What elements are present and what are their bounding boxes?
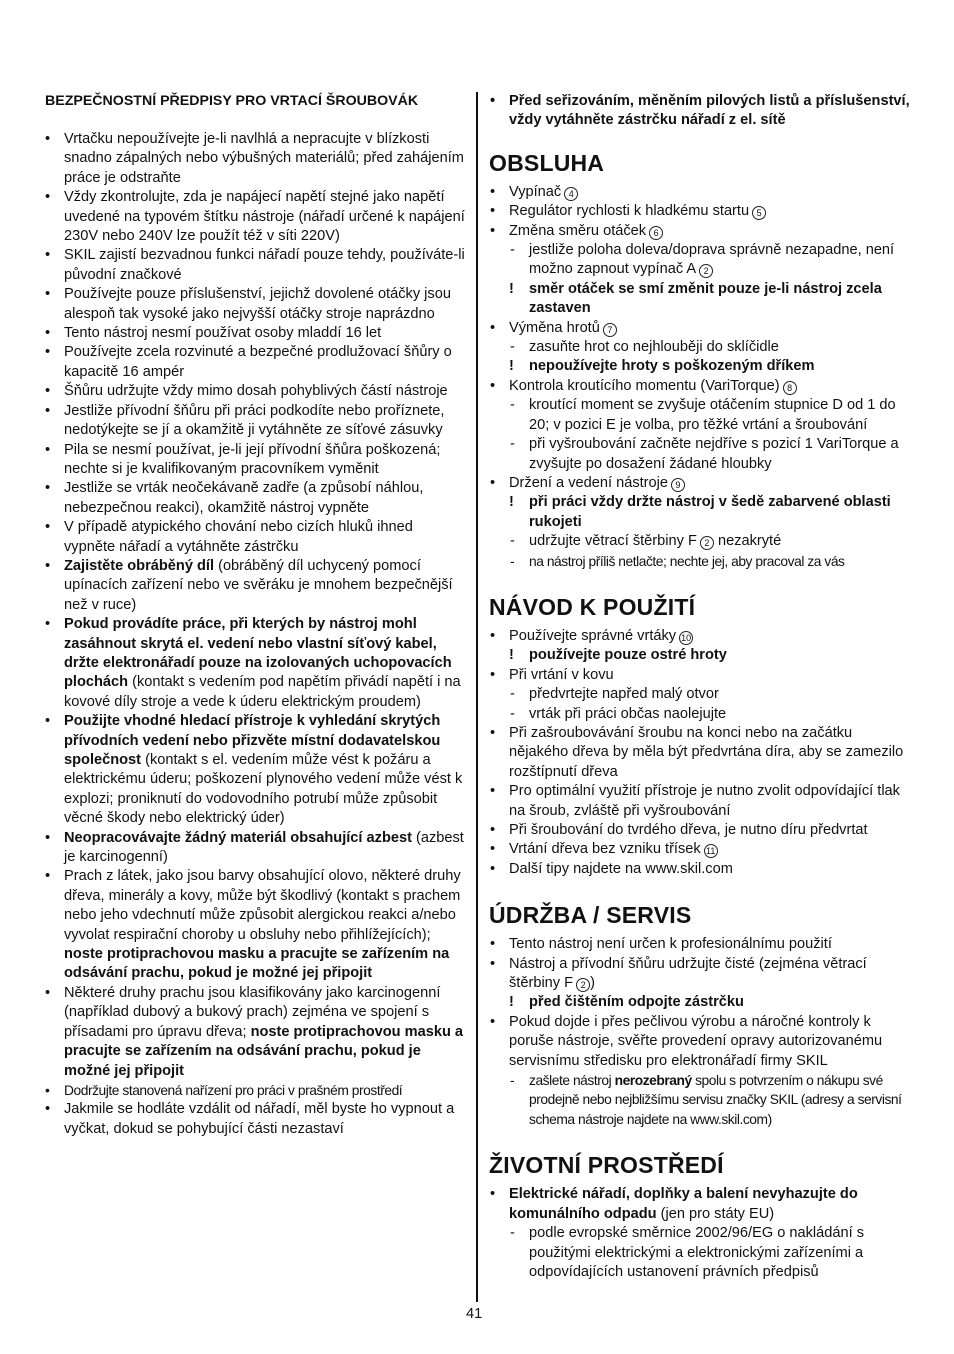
safety-item: [44, 324, 468, 343]
item-text: (azbest je karcinogenní): [64, 829, 464, 866]
list-item: [489, 222, 914, 241]
list-item: [489, 955, 914, 994]
item-text: Vždy zkontrolujte, zda je napájecí napětí stejné jako napětí uvedené na typovém štítku nástroje (nářadí určené k napájení 230V nebo 240V lze použít též v síti 220V): [64, 189, 465, 245]
safety-item: [44, 1100, 468, 1139]
item-text: před čištěním odpojte zástrčku: [529, 994, 744, 1011]
figure-ref-number: 5: [752, 206, 766, 220]
item-text: na nástroj příliš netlačte; nechte jej, aby pracoval za vás: [529, 553, 845, 569]
safety-item: [44, 518, 468, 557]
figure-ref-number: 4: [564, 187, 578, 201]
item-text: V případě atypického chování nebo cizích hluků ihned vypněte nářadí a vytáhněte zástrčku: [64, 519, 413, 555]
safety-item: [44, 343, 468, 382]
sub-item: [489, 1071, 914, 1129]
item-text: ): [590, 975, 595, 992]
safety-item: [44, 402, 468, 441]
item-text: Nástroj a přívodní šňůru udržujte čisté (zejména větrací štěrbiny F: [509, 955, 867, 992]
sub-item: [489, 532, 914, 551]
item-text: při vyšroubování začněte nejdříve s pozicí 1 VariTorque a zvyšujte po dosažení žádané hloubky: [529, 436, 899, 472]
item-text: předvrtejte napřed malý otvor: [529, 686, 719, 703]
warning-item: [489, 993, 914, 1012]
item-text: Držení a vedení nástroje: [509, 474, 668, 491]
item-text: Jakmile se hodláte vzdálit od nářadí, měl byste ho vypnout a vyčkat, dokud se pohybující části nezastaví: [64, 1101, 455, 1137]
list-item: [489, 202, 914, 221]
warning-item: [489, 280, 914, 319]
column-divider: [476, 92, 478, 1302]
list-item: [489, 821, 914, 840]
safety-list: [44, 130, 468, 1139]
section-heading: OBSLUHA: [489, 149, 605, 176]
safety-item: [44, 479, 468, 518]
section-heading: ŽIVOTNÍ PROSTŘEDÍ: [489, 1152, 724, 1179]
item-text: Některé druhy prachu jsou klasifikovány jako karcinogenní (například dubový a bukový prach) zejména ve spojení s přísadami pro úpravu dřeva;: [64, 984, 441, 1040]
section-list: [489, 627, 914, 879]
sub-item: [489, 685, 914, 704]
item-text: Kontrola kroutícího momentu (VariTorque): [509, 377, 780, 394]
item-text: zasuňte hrot co nejhlouběji do sklíčidle: [529, 339, 779, 356]
item-text: používejte pouze ostré hroty: [529, 647, 727, 664]
figure-ref-number: 9: [671, 478, 685, 492]
page-number: 41: [466, 1306, 483, 1322]
item-text: Tento nástroj není určen k profesionálnímu použití: [509, 936, 832, 953]
list-item: [489, 474, 914, 493]
item-text: Prach z látek, jako jsou barvy obsahující olovo, některé druhy dřeva, minerály a kovy, může být škodlivý (kontakt s prachem nebo jeho vdechnutí může způsobit alergickou reakci a/nebo vyvolat respirační choroby u obsluhy nebo přihlížejících);: [64, 868, 461, 943]
item-text: kroutící moment se zvyšuje otáčením stupnice D od 1 do 20; v pozici E je volba, pro těžké vrtání a šroubování: [529, 397, 896, 433]
item-text: Používejte správné vrtáky: [509, 627, 677, 644]
left-column: [44, 92, 468, 1139]
item-text: Při zašroubovávání šroubu na konci nebo na začátku nějakého dřeva by měla být předvrtána díra, aby se zamezilo rozštípnutí dřeva: [509, 724, 904, 780]
warning-item: [489, 646, 914, 665]
item-text: Šňůru udržujte vždy mimo dosah pohyblivých částí nástroje: [64, 383, 448, 400]
item-text: Pila se nesmí používat, je-li její přívodní šňůra poškozená; nechte si je kvalifikovaným pracovníkem vyměnit: [64, 441, 441, 477]
list-item: [489, 627, 914, 646]
figure-ref-number: 8: [783, 381, 797, 395]
section-heading: ÚDRŽBA / SERVIS: [489, 902, 692, 929]
item-text: udržujte větrací štěrbiny F: [529, 533, 697, 550]
section-heading: NÁVOD K POUŽITÍ: [489, 593, 696, 620]
item-bold-text: Použijte vhodné hledací přístroje k vyhledání skrytých přívodních vedení nebo přizvěte místní dodavatelskou společnost: [64, 713, 441, 768]
list-item: [489, 860, 914, 879]
item-text: spolu s potvrzením o nákupu své prodejně nebo nejbližšímu servisu značky SKIL (adresy a servisní schema nástroje najdete na www.skil.com): [529, 1073, 902, 1127]
item-text: Regulátor rychlosti k hladkému startu: [509, 203, 750, 220]
item-bold-text: noste protiprachovou masku a pracujte se zařízením na odsávání prachu, pokud je možné jej připojit: [64, 1023, 464, 1079]
item-text: jestliže poloha doleva/doprava správně nezapadne, není možno zapnout vypínač A: [529, 242, 895, 278]
list-item: [489, 935, 914, 954]
item-text: Pro optimální využití přístroje je nutno zvolit odpovídající tlak na šroub, zvláště při vyšroubování: [509, 783, 900, 819]
safety-item: [44, 246, 468, 285]
list-item: [489, 183, 914, 202]
item-text: Další tipy najdete na www.skil.com: [509, 860, 733, 877]
item-text: vrták při práci občas naolejujte: [529, 705, 727, 722]
sub-item: [489, 241, 914, 280]
safety-item: [44, 984, 468, 1081]
item-text: Změna směru otáček: [509, 222, 647, 239]
item-bold-text: Elektrické nářadí, doplňky a balení nevyhazujte do komunálního odpadu: [509, 1186, 858, 1222]
item-text: Jestliže se vrták neočekávaně zadře (a způsobí náhlou, nebezpečnou reakci), okamžitě nástroj vypněte: [64, 480, 424, 516]
item-text: SKIL zajistí bezvadnou funkci nářadí pouze tehdy, používáte-li původní značkové: [64, 247, 465, 283]
sub-item: [489, 396, 914, 435]
unplug-warning: • Před seřizováním, měněním pilových listů a příslušenství, vždy vytáhněte zástrčku nářadí z el. sítě: [489, 92, 914, 131]
sub-item: [489, 552, 914, 571]
item-text: Používejte pouze příslušenství, jejichž dovolené otáčky jsou alespoň tak vysoké jako nejvyšší otáčky stroje naprázdno: [64, 286, 451, 322]
item-bold-text: nerozebraný: [614, 1073, 692, 1089]
safety-item: [44, 1081, 468, 1100]
figure-ref-number: 2: [576, 978, 590, 992]
item-text: Při šroubování do tvrdého dřeva, je nutno díru předvrtat: [509, 822, 868, 838]
safety-item: [44, 615, 468, 712]
warning-item: [489, 493, 914, 532]
sub-item: [489, 435, 914, 474]
safety-item: [44, 712, 468, 828]
item-text: při práci vždy držte nástroj v šedě zabarvené oblasti rukojeti: [529, 494, 891, 530]
item-text: zašlete nástroj: [529, 1073, 615, 1089]
item-text: (kontakt s el. vedením může vést k požáru a elektrickému úderu; poškození plynového vedení může vést k explozi; proniknutí do vodovodního potrubí může způsobit věcné škody nebo elektrický úder): [64, 752, 463, 827]
item-text: (jen pro státy EU): [656, 1205, 775, 1222]
safety-item: [44, 382, 468, 401]
figure-ref-number: 2: [700, 536, 714, 550]
item-text: Tento nástroj nesmí používat osoby mladdí 16 let: [64, 325, 382, 342]
list-item: [489, 724, 914, 782]
item-text: směr otáček se smí změnit pouze je-li nástroj zcela zastaven: [529, 280, 882, 317]
item-text: (obráběný díl uchycený pomocí upínacích zařízení nebo ve svěráku je mnohem bezpečnější než v ruce): [64, 557, 453, 613]
item-text: Při vrtání v kovu: [509, 666, 614, 683]
item-bold-text: Zajistěte obráběný díl: [64, 557, 215, 574]
safety-title: BEZPEČNOSTNÍ PŘEDPISY PRO VRTACÍ ŠROUBOVÁK: [45, 93, 419, 109]
item-text: Pokud dojde i přes pečlivou výrobu a náročné kontroly k poruše nástroje, svěřte provedení opravy autorizovanému servisnímu středisku pro elektronářadí firmy SKIL: [509, 1013, 883, 1069]
item-bold-text: noste protiprachovou masku a pracujte se zařízením na odsávání prachu, pokud je možné jej připojit: [64, 946, 450, 982]
figure-ref-number: 2: [699, 264, 713, 278]
list-item: [489, 319, 914, 338]
right-sections: [489, 149, 914, 1283]
list-item: [489, 377, 914, 396]
item-text: podle evropské směrnice 2002/96/EG o nakládání s použitými elektrickými a elektronickými zařízeními a odpovídajících ustanovení právních předpisů: [529, 1225, 865, 1280]
item-text: nezakryté: [713, 533, 782, 550]
item-text: Používejte zcela rozvinuté a bezpečné prodlužovací šňůry o kapacitě 16 ampér: [64, 344, 452, 380]
item-text: Vrtání dřeva bez vzniku třísek: [509, 841, 701, 858]
item-text: Dodržujte stanovená nařízení pro práci v prašném prostředí: [64, 1082, 403, 1098]
section-list: [489, 1185, 914, 1282]
item-bold-text: Neopracovávajte žádný materiál obsahující azbest: [64, 829, 412, 846]
safety-item: [44, 829, 468, 868]
sub-item: [489, 338, 914, 357]
section-list: [489, 183, 914, 571]
item-text: (kontakt s vedením pod napětím přivádí napětí i na kovové díly stroje a vede k úderu elektrickým proudem): [64, 674, 461, 710]
item-text: nepoužívejte hroty s poškozeným dříkem: [529, 358, 815, 375]
sub-item: [489, 705, 914, 724]
safety-item: [44, 441, 468, 480]
figure-ref-number: 7: [603, 323, 617, 337]
safety-item: [44, 188, 468, 246]
item-text: Vypínač: [509, 183, 562, 200]
list-item: [489, 782, 914, 821]
list-item: [489, 1013, 914, 1071]
item-text: Výměna hrotů: [509, 319, 600, 336]
list-item: [489, 666, 914, 685]
list-item: [489, 1185, 914, 1224]
item-text: Vrtačku nepoužívejte je-li navlhlá a nepracujte v blízkosti snadno zápalných nebo výbušných materiálů; před zahájením práce je odstraňte: [64, 131, 464, 186]
item-text: Jestliže přívodní šňůru při práci podkodíte nebo proříznete, nedotýkejte se jí a okamžitě ji vytáhněte ze síťové zásuvky: [64, 402, 445, 439]
safety-item: [44, 867, 468, 983]
warning-item: [489, 357, 914, 376]
safety-item: [44, 285, 468, 324]
figure-ref-number: 11: [704, 844, 718, 858]
safety-item: [44, 130, 468, 188]
safety-item: [44, 557, 468, 615]
figure-ref-number: 6: [649, 226, 663, 240]
sub-item: [489, 1224, 914, 1282]
figure-ref-number: 10: [681, 632, 692, 643]
intro-list: [489, 92, 914, 131]
section-list: [489, 935, 914, 1129]
item-bold-text: Pokud provádíte práce, při kterých by nástroj mohl zasáhnout skrytá el. vedení nebo vlastní síťový kabel, držte elektronářadí pouze na izolovaných uchopovacích plochách: [64, 616, 452, 691]
list-item: [489, 840, 914, 859]
right-column: [489, 92, 914, 1282]
